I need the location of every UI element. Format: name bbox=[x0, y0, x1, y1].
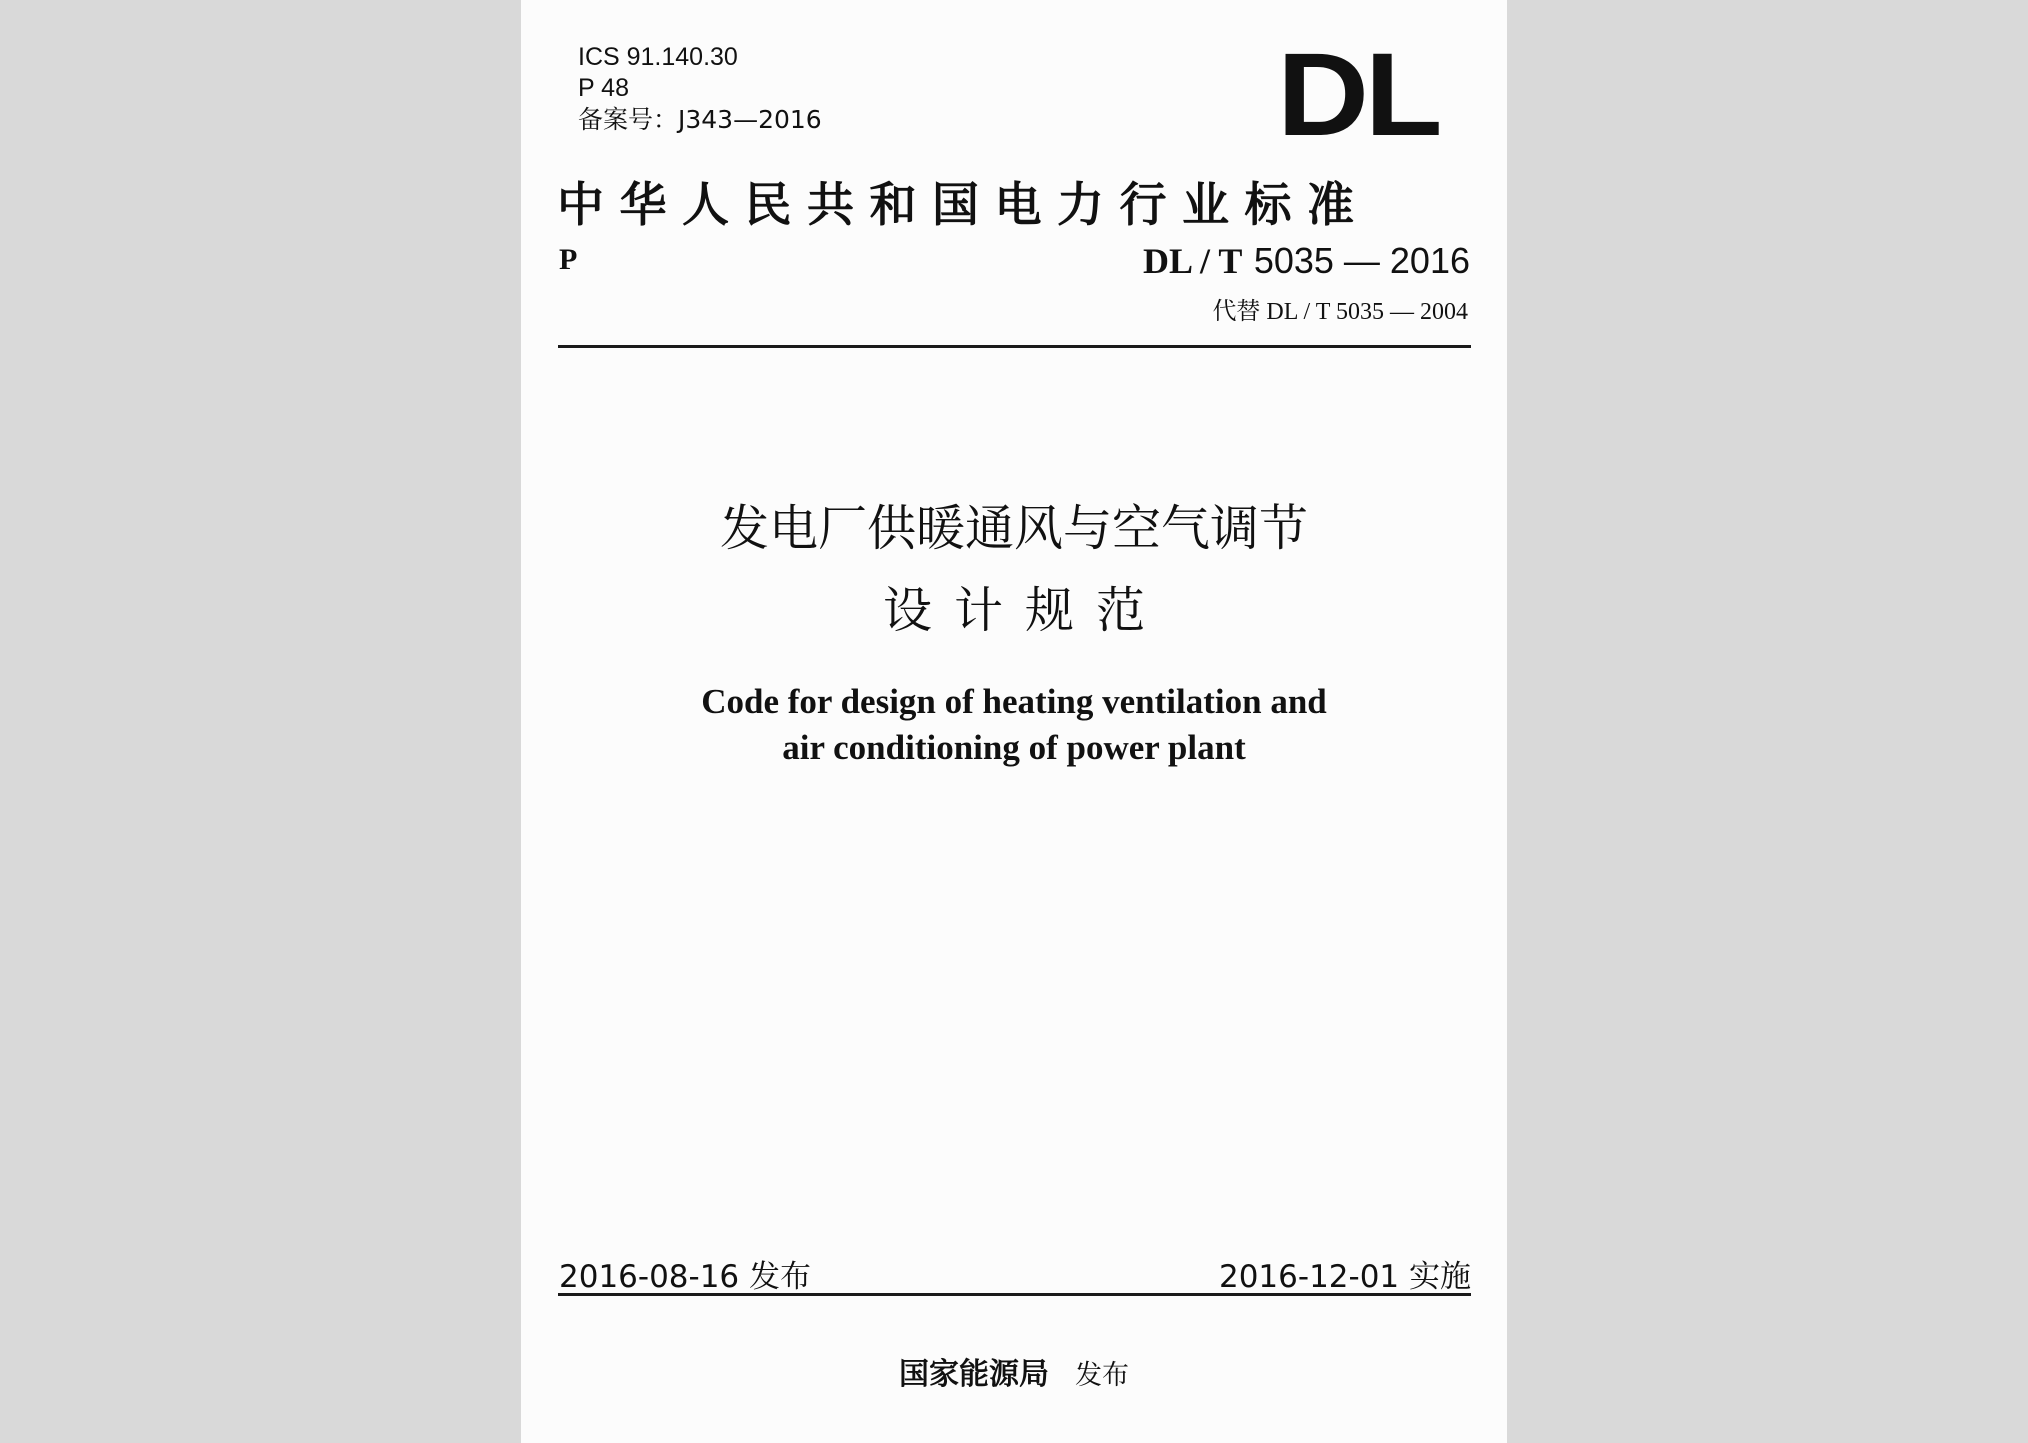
dl-logo: DL bbox=[1277, 29, 1439, 161]
issue-date: 2016-08-16 发布 bbox=[559, 1259, 812, 1295]
replaces-note: 代替 DL / T 5035 — 2004 bbox=[1212, 299, 1468, 325]
classification-block bbox=[578, 42, 822, 135]
ics-code: ICS 91.140.30 bbox=[578, 43, 738, 71]
document-page bbox=[521, 0, 1507, 1443]
publisher bbox=[521, 1349, 1507, 1393]
en-title-line-1: Code for design of heating ventilation and bbox=[701, 682, 1327, 721]
standard-number-prefix: DL / T bbox=[1142, 241, 1243, 281]
standard-title: 中华人民共和国电力行业标准 bbox=[557, 178, 1370, 233]
publisher-org: 国家能源局 bbox=[899, 1357, 1049, 1392]
cn-title-line-1: 发电厂供暖通风与空气调节 bbox=[719, 500, 1308, 557]
filing-number: 备案号：J343—2016 bbox=[578, 105, 822, 134]
en-title-line-2: air conditioning of power plant bbox=[782, 728, 1246, 767]
publisher-action: 发布 bbox=[1075, 1360, 1129, 1391]
class-code: P 48 bbox=[578, 74, 629, 102]
cn-title-line-2: 设计规范 bbox=[882, 582, 1167, 639]
top-divider bbox=[558, 345, 1471, 348]
standard-number bbox=[1143, 240, 1470, 282]
effective-date: 2016-12-01 实施 bbox=[1218, 1259, 1471, 1295]
standard-category: P bbox=[559, 243, 578, 276]
standard-number-value: 5035 — 2016 bbox=[1253, 240, 1470, 281]
bottom-divider bbox=[558, 1293, 1471, 1296]
